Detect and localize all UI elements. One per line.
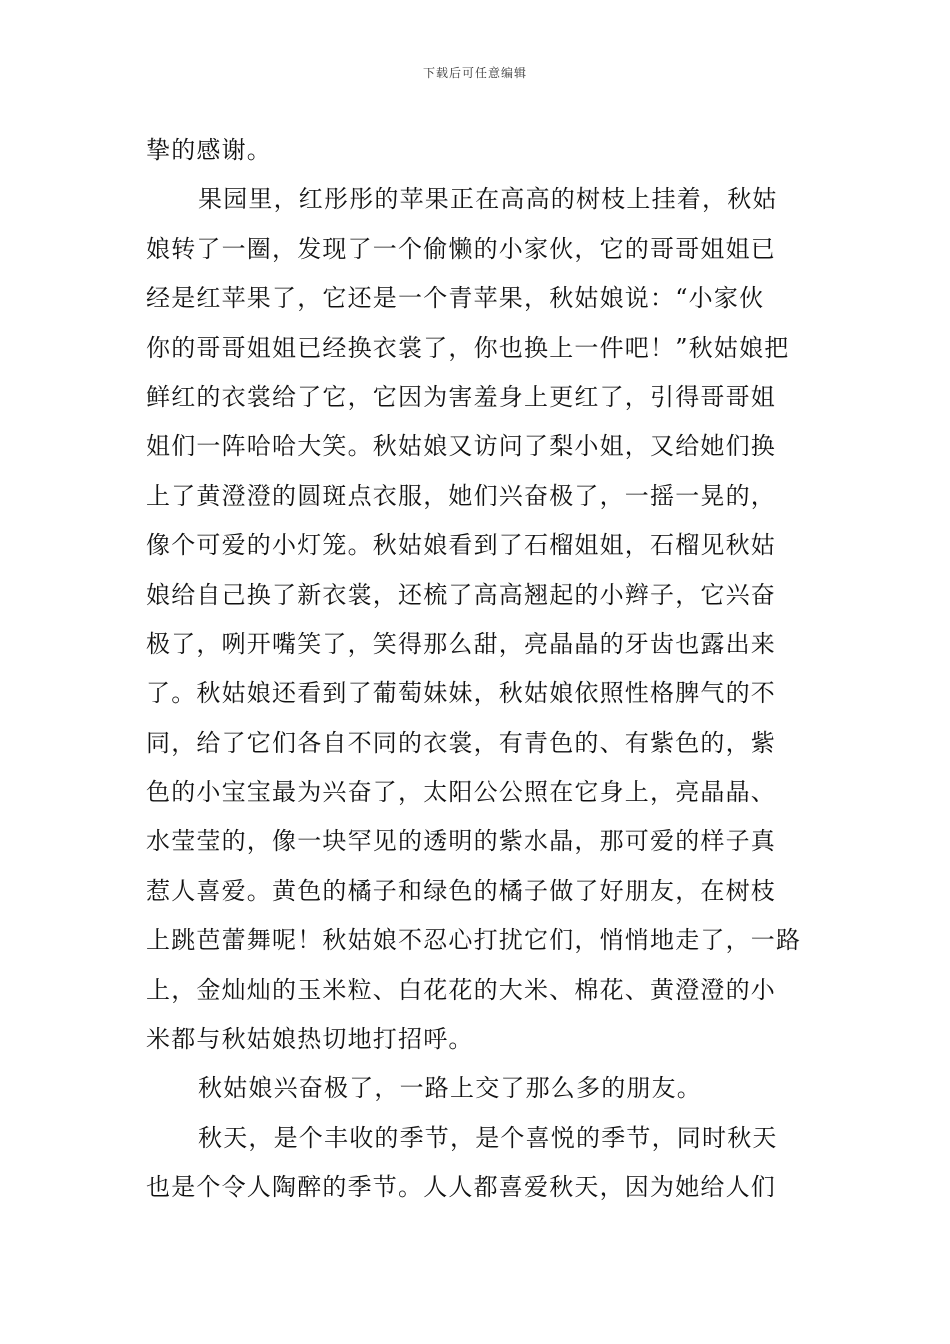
paragraph-start-line: 果园里，红彤彤的苹果正在高高的树枝上挂着，秋姑 [198, 185, 778, 214]
text-line: 你的哥哥姐姐已经换衣裳了，你也换上一件吧！”秋姑娘把 [146, 333, 790, 362]
page-header: 下载后可任意编辑 [422, 66, 527, 80]
text-line: 了。秋姑娘还看到了葡萄妹妹，秋姑娘依照性格脾气的不 [146, 679, 776, 708]
paragraph-start-line: 秋姑娘兴奋极了，一路上交了那么多的朋友。 [198, 1074, 702, 1103]
document-body [146, 126, 806, 1213]
text-line: 姐们一阵哈哈大笑。秋姑娘又访问了梨小姐，又给她们换 [146, 432, 776, 461]
text-line: 上了黄澄澄的圆斑点衣服，她们兴奋极了，一摇一晃的， [146, 481, 776, 510]
text-line: 鲜红的衣裳给了它，它因为害羞身上更红了，引得哥哥姐 [146, 382, 776, 411]
paragraph-start-line: 秋天，是个丰收的季节，是个喜悦的季节，同时秋天 [198, 1123, 778, 1152]
text-line: 娘给自己换了新衣裳，还梳了高高翘起的小辫子，它兴奋 [146, 580, 776, 609]
text-line: 上，金灿灿的玉米粒、白花花的大米、棉花、黄澄澄的小 [146, 975, 776, 1004]
text-line: 水莹莹的，像一块罕见的透明的紫水晶，那可爱的样子真 [146, 827, 776, 856]
text-line: 也是个令人陶醉的季节。人人都喜爱秋天，因为她给人们 [146, 1173, 776, 1202]
text-line: 挚的感谢。 [146, 136, 272, 164]
text-line: 娘转了一圈，发现了一个偷懒的小家伙，它的哥哥姐姐已 [146, 234, 776, 263]
text-line: 色的小宝宝最为兴奋了，太阳公公照在它身上，亮晶晶、 [146, 778, 776, 807]
text-line: 上跳芭蕾舞呢！秋姑娘不忍心打扰它们，悄悄地走了，一路 [146, 926, 802, 955]
text-line: 同，给了它们各自不同的衣裳，有青色的、有紫色的，紫 [146, 728, 776, 757]
text-line: 像个可爱的小灯笼。秋姑娘看到了石榴姐姐，石榴见秋姑 [146, 531, 776, 560]
text-line: 经是红苹果了，它还是一个青苹果，秋姑娘说：“小家伙 [146, 284, 765, 313]
text-line: 米都与秋姑娘热切地打招呼。 [146, 1025, 474, 1054]
text-line: 极了，咧开嘴笑了，笑得那么甜，亮晶晶的牙齿也露出来 [146, 629, 776, 658]
text-line: 惹人喜爱。黄色的橘子和绿色的橘子做了好朋友，在树枝 [146, 876, 776, 905]
